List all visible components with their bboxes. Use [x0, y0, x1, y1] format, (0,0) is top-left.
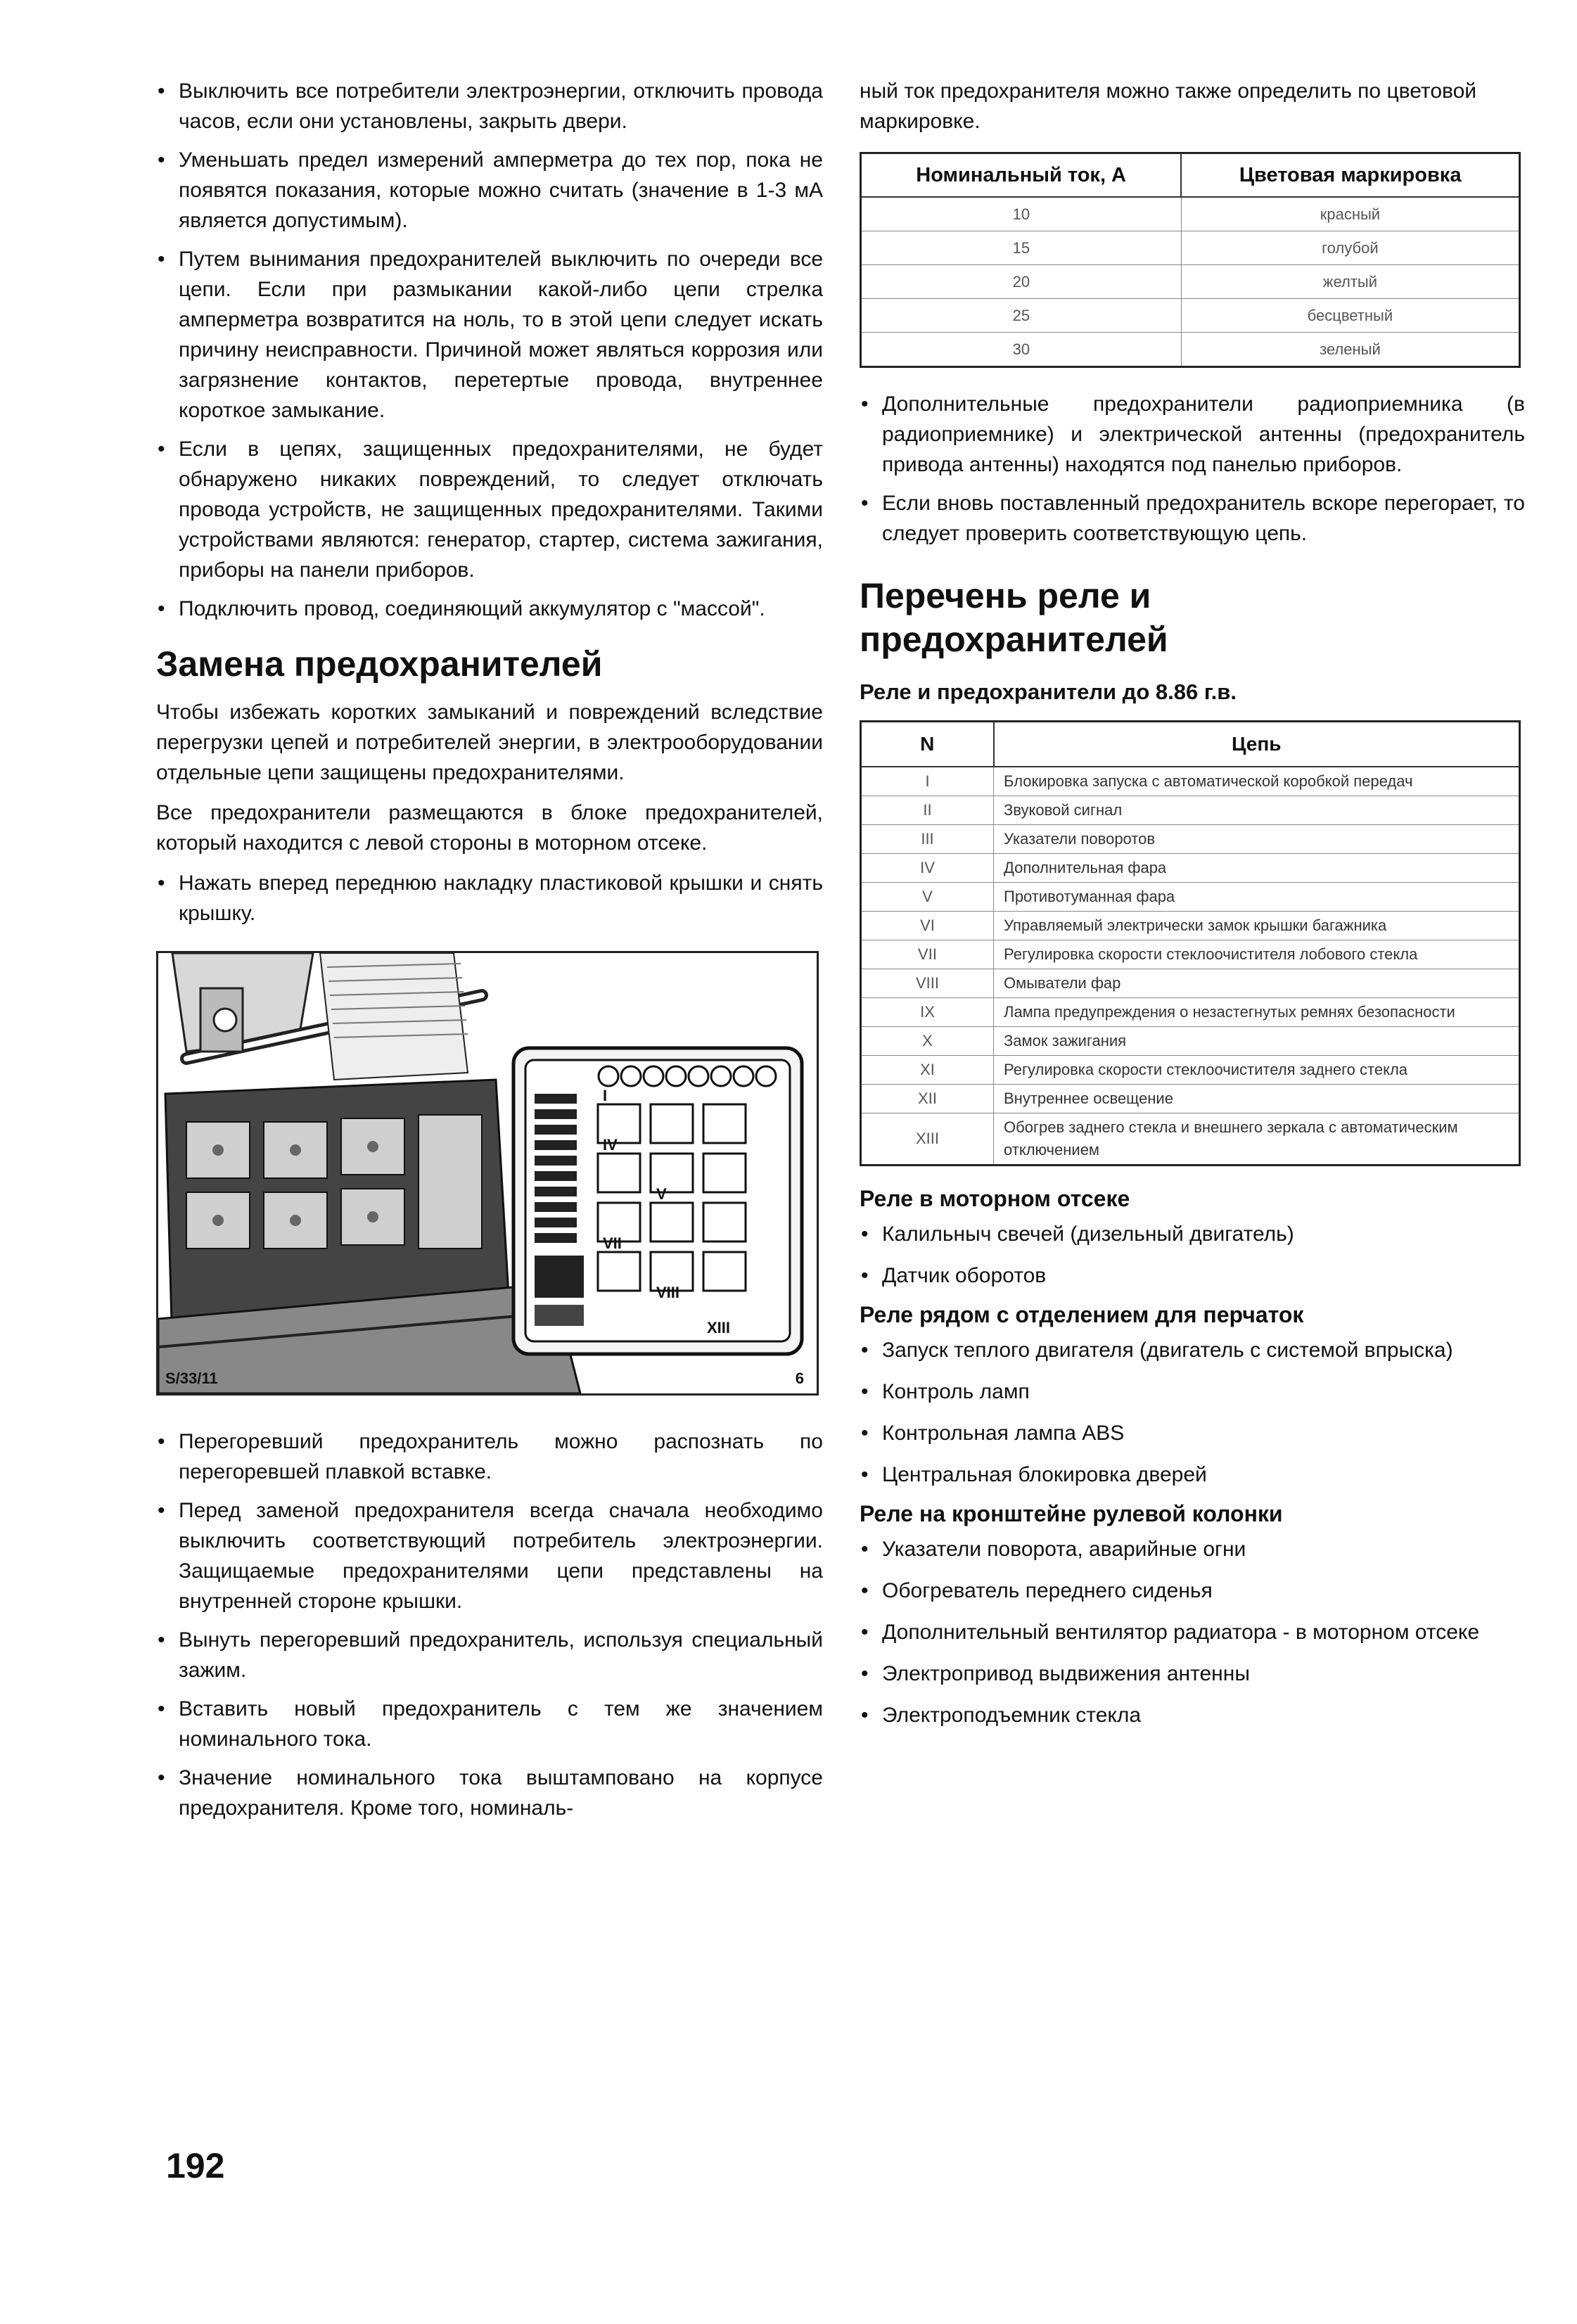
list-item: • Если в цепях, защищенных предохранителями, не будет обнаружено никаких повреждений, то следует отключать провода устройств, не защищенных предохранителями. Такими устройствами являются: генератор, стартер, система зажигания, приборы на панели приборов. — [156, 434, 823, 585]
table-row — [861, 1056, 1520, 1085]
table-row — [861, 265, 1520, 299]
table-cell: 15 — [861, 231, 1182, 265]
relay-table-header-n: N — [861, 722, 994, 767]
table-cell: IX — [861, 998, 994, 1027]
table-cell: Блокировка запуска с автоматической коробкой передач — [994, 767, 1520, 796]
table-cell: V — [861, 883, 994, 912]
intro-bullet-list — [156, 76, 823, 624]
list-item: • Центральная блокировка дверей — [860, 1460, 1525, 1490]
table-cell: Обогрев заднего стекла и внешнего зеркала с автоматическим отключением — [994, 1113, 1520, 1166]
column-relays-list — [860, 1534, 1525, 1730]
fuse-box-label-vii: VII — [603, 1234, 622, 1252]
table-cell: XII — [861, 1085, 994, 1113]
list-item: • Уменьшать предел измерений амперметра до тех пор, пока не появятся показания, которые можно считать (значение в 1-3 мА является допустимым). — [156, 145, 823, 236]
figure-caption: S/33/11 — [165, 1370, 218, 1387]
list-item: • Дополнительный вентилятор радиатора - в моторном отсеке — [860, 1617, 1525, 1647]
table-cell: Регулировка скорости стеклоочистителя лобового стекла — [994, 940, 1520, 969]
table-cell: Внутреннее освещение — [994, 1085, 1520, 1113]
table-cell: красный — [1181, 197, 1519, 231]
list-item: • Калильныч свечей (дизельный двигатель) — [860, 1219, 1525, 1249]
table-cell: Лампа предупреждения о незастегнутых ремнях безопасности — [994, 998, 1520, 1027]
table-cell: XI — [861, 1056, 994, 1085]
engine-relays-title: Реле в моторном отсеке — [860, 1186, 1130, 1211]
table-cell: III — [861, 825, 994, 854]
list-item: • Контроль ламп — [860, 1377, 1525, 1407]
table-row — [861, 854, 1520, 883]
table-row — [861, 940, 1520, 969]
list-item: • Указатели поворота, аварийные огни — [860, 1534, 1525, 1564]
list-item: • Перегоревший предохранитель можно распознать по перегоревшей плавкой вставке. — [156, 1426, 823, 1487]
table-cell: Регулировка скорости стеклоочистителя заднего стекла — [994, 1056, 1520, 1085]
fuse-box-label-i: I — [603, 1087, 608, 1104]
list-item: • Перед заменой предохранителя всегда сначала необходимо выключить соответствующий потребитель электроэнергии. Защищаемые предохранителями цепи представлены на внутренней стороне крышки. — [156, 1495, 823, 1616]
page-number: 192 — [166, 2146, 225, 2185]
table-row — [861, 883, 1520, 912]
fuse-table-header-color: Цветовая маркировка — [1181, 153, 1519, 198]
table-cell: I — [861, 767, 994, 796]
list-item: • Электроподъемник стекла — [860, 1700, 1525, 1730]
table-cell: 20 — [861, 265, 1182, 299]
list-item: • Значение номинального тока выштамповано на корпусе предохранителя. Кроме того, номиналь- — [156, 1763, 823, 1823]
paragraph: Все предохранители размещаются в блоке предохранителей, который находится с левой стороны в моторном отсеке. — [156, 801, 823, 855]
fuse-box-label-viii: VIII — [656, 1284, 680, 1301]
table-cell: Противотуманная фара — [994, 883, 1520, 912]
list-item: • Запуск теплого двигателя (двигатель с системой впрыска) — [860, 1335, 1525, 1365]
paragraph: Чтобы избежать коротких замыканий и повреждений вследствие перегрузки цепей и потребителей энергии, в электрооборудовании отдельные цепи защищены предохранителями. — [156, 701, 823, 784]
table-row — [861, 231, 1520, 265]
table-cell: зеленый — [1181, 333, 1519, 367]
table-row — [861, 333, 1520, 367]
table-cell: 10 — [861, 197, 1182, 231]
table-cell: VII — [861, 940, 994, 969]
right-column — [860, 76, 1525, 1742]
table-cell: XIII — [861, 1113, 994, 1166]
table-cell: Дополнительная фара — [994, 854, 1520, 883]
glovebox-relays-title: Реле рядом с отделением для перчаток — [860, 1302, 1304, 1327]
table-cell: II — [861, 796, 994, 825]
glovebox-relays-list — [860, 1335, 1525, 1490]
post-figure-bullet-list — [156, 1426, 823, 1823]
fuse-box-label-iv: IV — [603, 1136, 618, 1154]
table-row — [861, 299, 1520, 333]
list-item: • Контрольная лампа ABS — [860, 1418, 1525, 1448]
section-title-relay-list: Перечень реле и предохранителей — [860, 576, 1168, 659]
fuse-table-header-current: Номинальный ток, А — [861, 153, 1182, 198]
table-row — [861, 1113, 1520, 1166]
section-title-fuse-replacement: Замена предохранителей — [156, 644, 603, 684]
fuse-box-illustration — [158, 953, 817, 1393]
table-cell: голубой — [1181, 231, 1519, 265]
table-row — [861, 1027, 1520, 1056]
figure-mark: 6 — [795, 1370, 804, 1387]
list-item: • Обогреватель переднего сиденья — [860, 1576, 1525, 1606]
list-item: • Выключить все потребители электроэнергии, отключить провода часов, если они установлены, закрыть двери. — [156, 76, 823, 136]
fuse-box-figure — [156, 951, 819, 1396]
fuse-box-label-v: V — [656, 1185, 667, 1203]
relay-table — [860, 720, 1521, 1166]
table-cell: Звуковой сигнал — [994, 796, 1520, 825]
list-item: • Вынуть перегоревший предохранитель, используя специальный зажим. — [156, 1625, 823, 1685]
list-item: • Дополнительные предохранители радиоприемника (в радиоприемнике) и электрической антенны (предохранитель привода антенны) находятся под панелью приборов. — [860, 389, 1525, 480]
table-cell: желтый — [1181, 265, 1519, 299]
after-table-bullet-list — [860, 389, 1525, 549]
table-cell: Замок зажигания — [994, 1027, 1520, 1056]
list-item: • Датчик оборотов — [860, 1260, 1525, 1291]
pre-figure-bullet-list — [156, 868, 823, 928]
table-row — [861, 825, 1520, 854]
table-cell: Управляемый электрически замок крышки багажника — [994, 912, 1520, 940]
table-cell: 30 — [861, 333, 1182, 367]
table-cell: бесцветный — [1181, 299, 1519, 333]
list-item: • Если вновь поставленный предохранитель вскоре перегорает, то следует проверить соответствующую цепь. — [860, 488, 1525, 549]
table-row — [861, 912, 1520, 940]
table-cell: 25 — [861, 299, 1182, 333]
fuse-box-label-xiii: XIII — [707, 1319, 731, 1336]
table-cell: VIII — [861, 969, 994, 998]
table-row — [861, 969, 1520, 998]
list-item: • Нажать вперед переднюю накладку пластиковой крышки и снять крышку. — [156, 868, 823, 928]
table-cell: X — [861, 1027, 994, 1056]
table-cell: IV — [861, 854, 994, 883]
relay-table-title: Реле и предохранители до 8.86 г.в. — [860, 679, 1237, 704]
continuation-paragraph: ный ток предохранителя можно также определить по цветовой маркировке. — [860, 79, 1477, 133]
left-column — [156, 76, 823, 1832]
table-row — [861, 197, 1520, 231]
fuse-color-table — [860, 152, 1521, 368]
list-item: • Электропривод выдвижения антенны — [860, 1659, 1525, 1689]
table-row — [861, 998, 1520, 1027]
table-cell: Указатели поворотов — [994, 825, 1520, 854]
list-item: • Путем вынимания предохранителей выключить по очереди все цепи. Если при размыкании какой-либо цепи стрелка амперметра возвратится на ноль, то в этой цепи следует искать причину неисправности. Причиной может являться коррозия или загрязнение контактов, перетертые провода, внутреннее короткое замыкание. — [156, 244, 823, 426]
table-cell: VI — [861, 912, 994, 940]
list-item: • Вставить новый предохранитель с тем же значением номинального тока. — [156, 1694, 823, 1754]
table-row — [861, 796, 1520, 825]
column-relays-title: Реле на кронштейне рулевой колонки — [860, 1501, 1283, 1526]
table-row — [861, 1085, 1520, 1113]
relay-table-header-circuit: Цепь — [994, 722, 1520, 767]
table-cell: Омыватели фар — [994, 969, 1520, 998]
table-row — [861, 767, 1520, 796]
engine-relays-list — [860, 1219, 1525, 1291]
list-item: • Подключить провод, соединяющий аккумулятор с "массой". — [156, 594, 823, 624]
